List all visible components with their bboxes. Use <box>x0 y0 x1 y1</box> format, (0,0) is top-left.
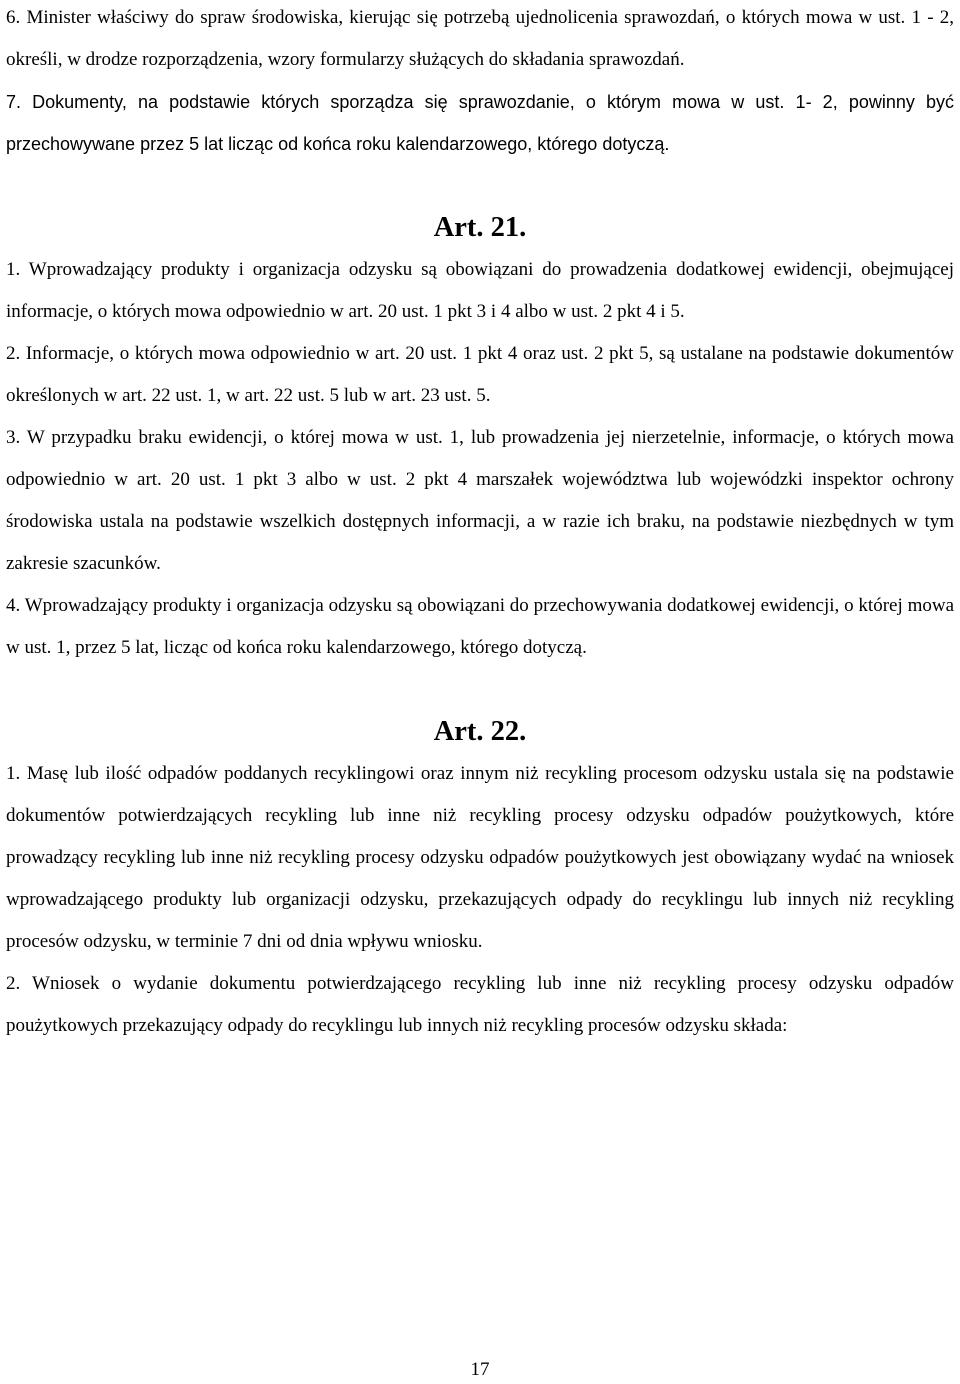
article-21-paragraph-4: 4. Wprowadzający produkty i organizacja odzysku są obowiązani do przechowywania dodatkowej ewidencji, o której mowa w ust. 1, przez 5 lat, licząc od końca roku kalendarzowego, którego dotyczą. <box>6 595 954 658</box>
article-21-heading: Art. 21. <box>433 212 527 243</box>
paragraph-7: 7. Dokumenty, na podstawie których sporządza się sprawozdanie, o którym mowa w ust. 1- 2, powinny być przechowywane przez 5 lat licząc od końca roku kalendarzowego, którego dotyczą. <box>6 92 954 154</box>
document-page <box>6 0 954 1384</box>
article-21-paragraph-1: 1. Wprowadzający produkty i organizacja odzysku są obowiązani do prowadzenia dodatkowej ewidencji, obejmującej informacje, o których mowa odpowiednio w art. 20 ust. 1 pkt 3 i 4 albo w ust. 2 pkt 4 i 5. <box>6 259 954 322</box>
section-spacer <box>6 165 954 207</box>
paragraph-6: 6. Minister właściwy do spraw środowiska, kierując się potrzebą ujednolicenia sprawozdań, o których mowa w ust. 1 - 2, określi, w drodze rozporządzenia, wzory formularzy służących do składania sprawozdań. <box>6 7 954 70</box>
page-number: 17 <box>470 1359 490 1380</box>
article-22-paragraph-2: 2. Wniosek o wydanie dokumentu potwierdzającego recykling lub inne niż recykling procesy odzysku odpadów poużytkowych przekazujący odpady do recyklingu lub innych niż recykling procesów odzysku składa: <box>6 973 954 1036</box>
article-21-paragraph-2: 2. Informacje, o których mowa odpowiednio w art. 20 ust. 1 pkt 4 oraz ust. 2 pkt 5, są ustalane na podstawie dokumentów określonych w art. 22 ust. 1, w art. 22 ust. 5 lub w art. 23 ust. 5. <box>6 343 954 406</box>
section-spacer <box>6 669 954 711</box>
article-22-paragraph-1: 1. Masę lub ilość odpadów poddanych recyklingowi oraz innym niż recykling procesom odzysku ustala się na podstawie dokumentów potwierdzających recykling lub inne niż recykling procesy odzysku odpadów poużytkowych, które prowadzący recykling lub inne niż recykling procesy odzysku odpadów poużytkowych jest obowiązany wydać na wniosek wprowadzającego produkty lub organizacji odzysku, przekazujących odpady do recyklingu lub innych niż recykling procesów odzysku, w terminie 7 dni od dnia wpływu wniosku. <box>6 763 954 952</box>
article-22-heading: Art. 22. <box>433 716 527 747</box>
article-21-paragraph-3: 3. W przypadku braku ewidencji, o której mowa w ust. 1, lub prowadzenia jej nierzetelnie, informacje, o których mowa odpowiednio w art. 20 ust. 1 pkt 3 albo w ust. 2 pkt 4 marszałek województwa lub wojewódzki inspektor ochrony środowiska ustala na podstawie wszelkich dostępnych informacji, a w razie ich braku, na podstawie niezbędnych w tym zakresie szacunków. <box>6 427 954 574</box>
